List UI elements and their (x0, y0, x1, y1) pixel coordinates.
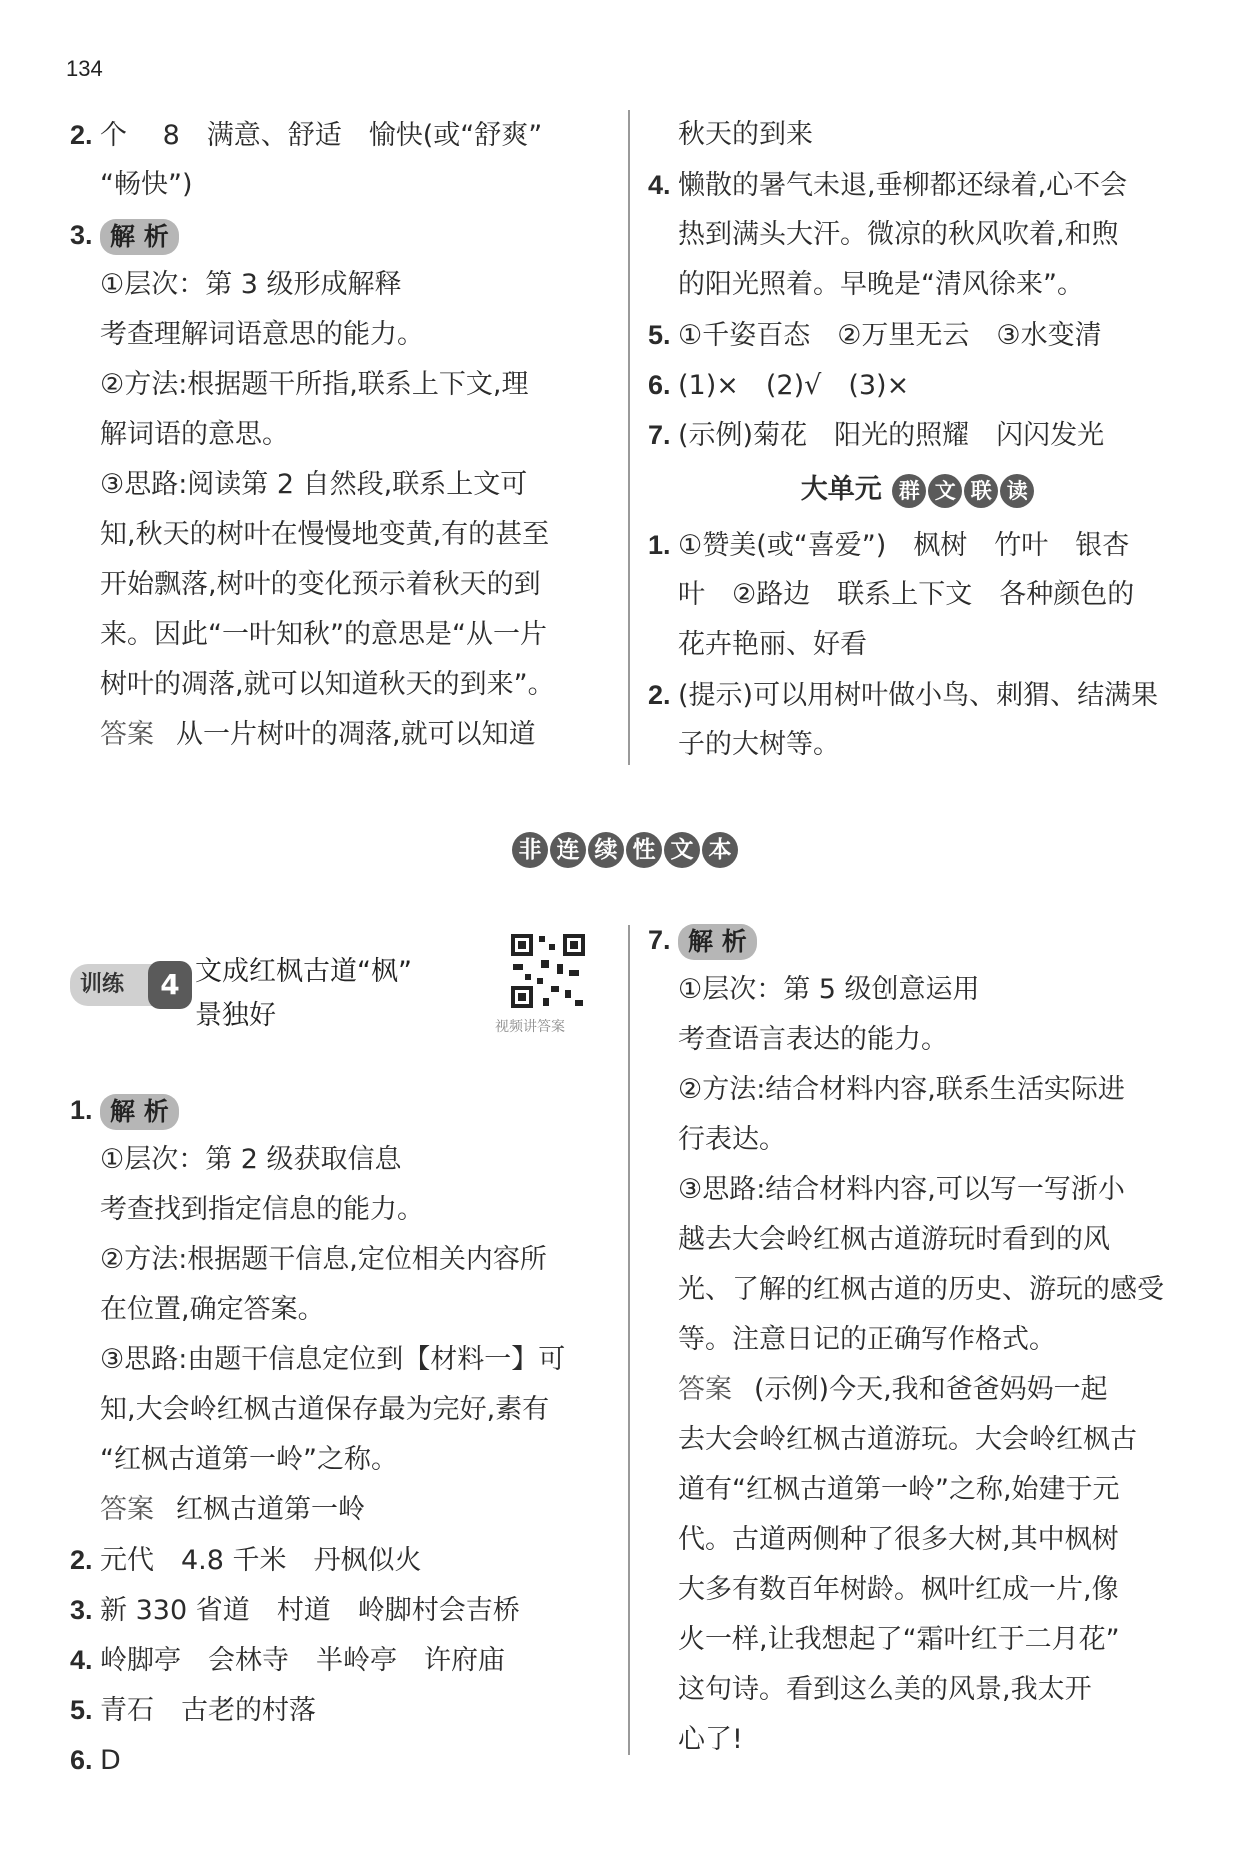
question-number: 3. (70, 1595, 93, 1625)
text-line (70, 110, 615, 160)
question-number: 5. (70, 1695, 93, 1725)
line-text: 越去大会岭红枫古道游玩时看到的风 (678, 1224, 1110, 1255)
line-text: 红枫古道第一岭 (176, 1494, 365, 1525)
text-line (648, 965, 1188, 1015)
text-line (70, 1185, 615, 1235)
text-line (70, 1385, 615, 1435)
line-text: ①层次：第 2 级获取信息 (100, 1144, 402, 1175)
line-text: (提示)可以用树叶做小鸟、刺猬、结满果 (678, 680, 1159, 711)
text-line (648, 1715, 1188, 1765)
training-tag-label: 训练 (80, 972, 125, 997)
text-line (648, 1465, 1188, 1515)
line-text: 考查语言表达的能力。 (678, 1024, 948, 1055)
text-line (648, 1165, 1188, 1215)
line-text: 大多有数百年树龄。枫叶红成一片,像 (678, 1574, 1119, 1605)
training-header (70, 950, 615, 1070)
line-text: “畅快”) (100, 169, 193, 200)
line-text: ②方法:根据题干所指,联系上下文,理 (100, 369, 529, 400)
text-line (648, 1015, 1188, 1065)
line-text: 心了! (678, 1724, 743, 1755)
line-text: 从一片树叶的凋落,就可以知道 (176, 719, 536, 750)
text-line (648, 160, 1188, 210)
line-text: (示例)菊花 阳光的照耀 闪闪发光 (678, 420, 1105, 451)
column-divider-bottom (628, 925, 630, 1755)
right-column-top (648, 110, 1188, 770)
text-line (70, 360, 615, 410)
line-text: ①层次：第 5 级创意运用 (678, 974, 980, 1005)
question-number: 4. (70, 1645, 93, 1675)
text-line (648, 570, 1188, 620)
line-text: 光、了解的红枫古道的历史、游玩的感受 (678, 1274, 1164, 1305)
text-line (70, 1085, 615, 1135)
text-line (648, 915, 1188, 965)
line-text: ①赞美(或“喜爱”) 枫树 竹叶 银杏 (678, 530, 1130, 561)
question-number: 2. (70, 120, 93, 150)
big-unit-prefix: 大单元 (800, 474, 882, 505)
line-text: ②方法:结合材料内容,联系生活实际进 (678, 1074, 1125, 1105)
text-line (70, 210, 615, 260)
line-text: “红枫古道第一岭”之称。 (100, 1444, 398, 1475)
line-text: 的阳光照着。早晚是“清风徐来”。 (678, 269, 1084, 300)
text-line (70, 460, 615, 510)
line-text: 这句诗。看到这么美的风景,我太开 (678, 1674, 1092, 1705)
big-unit-char: 联 (964, 474, 998, 508)
section-title-char: 性 (626, 832, 662, 868)
right-column-bottom (648, 915, 1188, 1765)
line-text: 新 330 省道 村道 岭脚村会吉桥 (100, 1595, 520, 1626)
line-text: 懒散的暑气未退,垂柳都还绿着,心不会 (678, 170, 1128, 201)
line-text: 代。古道两侧种了很多大树,其中枫树 (678, 1524, 1119, 1555)
analysis-badge: 解 析 (100, 1094, 179, 1130)
line-text: 道有“红枫古道第一岭”之称,始建于元 (678, 1474, 1120, 1505)
text-line (648, 1615, 1188, 1665)
text-line (70, 410, 615, 460)
text-line (70, 1485, 615, 1535)
text-line (648, 360, 1188, 410)
text-line (648, 1265, 1188, 1315)
training-tag (70, 964, 192, 1006)
text-line (648, 670, 1188, 720)
line-text: 元代 4.8 千米 丹枫似火 (100, 1545, 422, 1576)
qr-label: 视频讲答案 (495, 1019, 565, 1035)
text-line (648, 720, 1188, 770)
text-line (648, 110, 1188, 160)
section-title-char: 文 (664, 832, 700, 868)
line-text: 秋天的到来 (678, 119, 813, 150)
section-title-char: 续 (588, 832, 624, 868)
question-number: 5. (648, 320, 671, 350)
question-number: 2. (648, 680, 671, 710)
line-text: 解词语的意思。 (100, 419, 289, 450)
column-divider-top (628, 110, 630, 765)
text-line (70, 710, 615, 760)
text-line (648, 260, 1188, 310)
question-number: 7. (648, 925, 671, 955)
question-number: 4. (648, 170, 671, 200)
big-unit-char: 文 (928, 474, 962, 508)
text-line (70, 1285, 615, 1335)
text-line (70, 1135, 615, 1185)
text-line (648, 620, 1188, 670)
text-line (648, 210, 1188, 260)
big-unit-char: 读 (1000, 474, 1034, 508)
line-text: 岭脚亭 会林寺 半岭亭 许府庙 (100, 1645, 505, 1676)
text-line (648, 1565, 1188, 1615)
line-text: D (100, 1745, 121, 1776)
text-line (70, 1685, 615, 1735)
answer-label: 答案 (100, 1494, 154, 1525)
line-text: 叶 ②路边 联系上下文 各种颜色的 (678, 579, 1135, 610)
line-text: 考查找到指定信息的能力。 (100, 1194, 424, 1225)
line-text: ①层次：第 3 级形成解释 (100, 269, 402, 300)
text-line (70, 560, 615, 610)
training-number: 4 (148, 961, 192, 1009)
left-column-top (70, 110, 615, 760)
text-line (70, 160, 615, 210)
text-line (70, 1435, 615, 1485)
line-text: 个 8 满意、舒适 愉快(或“舒爽” (100, 120, 543, 151)
section-title-char: 连 (550, 832, 586, 868)
text-line (648, 1115, 1188, 1165)
text-line (648, 1665, 1188, 1715)
section-title (0, 832, 1250, 868)
left-column-bottom (70, 1085, 615, 1785)
text-line (648, 520, 1188, 570)
line-text: 考查理解词语意思的能力。 (100, 319, 424, 350)
text-line (70, 1585, 615, 1635)
line-text: ③思路:阅读第 2 自然段,联系上文可 (100, 469, 528, 500)
answer-label: 答案 (100, 719, 154, 750)
question-number: 6. (648, 370, 671, 400)
question-number: 1. (70, 1095, 93, 1125)
text-line (70, 510, 615, 560)
training-title (195, 950, 455, 1038)
line-text: 在位置,确定答案。 (100, 1294, 325, 1325)
text-line (648, 310, 1188, 360)
text-line (70, 660, 615, 710)
text-line (648, 410, 1188, 460)
line-text: ③思路:结合材料内容,可以写一写浙小 (678, 1174, 1125, 1205)
page-number: 134 (66, 56, 103, 81)
text-line (648, 1365, 1188, 1415)
text-line (70, 1735, 615, 1785)
line-text: 去大会岭红枫古道游玩。大会岭红枫古 (678, 1424, 1137, 1455)
text-line (70, 310, 615, 360)
text-line (70, 610, 615, 660)
answer-label: 答案 (678, 1374, 732, 1405)
line-text: 来。因此“一叶知秋”的意思是“从一片 (100, 619, 547, 650)
line-text: 青石 古老的村落 (100, 1695, 316, 1726)
line-text: 树叶的凋落,就可以知道秋天的到来”。 (100, 669, 555, 700)
text-line (70, 260, 615, 310)
line-text: (示例)今天,我和爸爸妈妈一起 (754, 1374, 1108, 1405)
line-text: 知,大会岭红枫古道保存最为完好,素有 (100, 1394, 550, 1425)
question-number: 7. (648, 420, 671, 450)
line-text: 行表达。 (678, 1124, 786, 1155)
analysis-badge: 解 析 (100, 219, 179, 255)
training-title-line1: 文成红枫古道“枫” (195, 956, 412, 987)
line-text: 热到满头大汗。微凉的秋风吹着,和煦 (678, 219, 1119, 250)
text-line (648, 1415, 1188, 1465)
line-text: ②方法:根据题干信息,定位相关内容所 (100, 1244, 547, 1275)
text-line (70, 1235, 615, 1285)
qr-code-icon[interactable] (507, 930, 589, 1012)
line-text: 子的大树等。 (678, 729, 840, 760)
training-title-line2: 景独好 (195, 1000, 276, 1031)
line-text: 等。注意日记的正确写作格式。 (678, 1324, 1056, 1355)
section-title-char: 本 (702, 832, 738, 868)
text-line (648, 1215, 1188, 1265)
question-number: 6. (70, 1745, 93, 1775)
question-number: 2. (70, 1545, 93, 1575)
text-line (648, 1315, 1188, 1365)
question-number: 1. (648, 530, 671, 560)
text-line (70, 1635, 615, 1685)
line-text: (1)× (2)√ (3)× (678, 370, 910, 401)
analysis-badge: 解 析 (678, 924, 757, 960)
text-line (70, 1335, 615, 1385)
line-text: ③思路:由题干信息定位到【材料一】可 (100, 1344, 566, 1375)
line-text: 火一样,让我想起了“霜叶红于二月花” (678, 1624, 1120, 1655)
text-line (70, 1535, 615, 1585)
question-number: 3. (70, 220, 93, 250)
big-unit-title (648, 460, 1188, 520)
text-line (648, 1065, 1188, 1115)
big-unit-char: 群 (892, 474, 926, 508)
line-text: 花卉艳丽、好看 (678, 629, 867, 660)
section-title-char: 非 (512, 832, 548, 868)
line-text: 开始飘落,树叶的变化预示着秋天的到 (100, 569, 541, 600)
line-text: ①千姿百态 ②万里无云 ③水变清 (678, 320, 1102, 351)
line-text: 知,秋天的树叶在慢慢地变黄,有的甚至 (100, 519, 550, 550)
text-line (648, 1515, 1188, 1565)
